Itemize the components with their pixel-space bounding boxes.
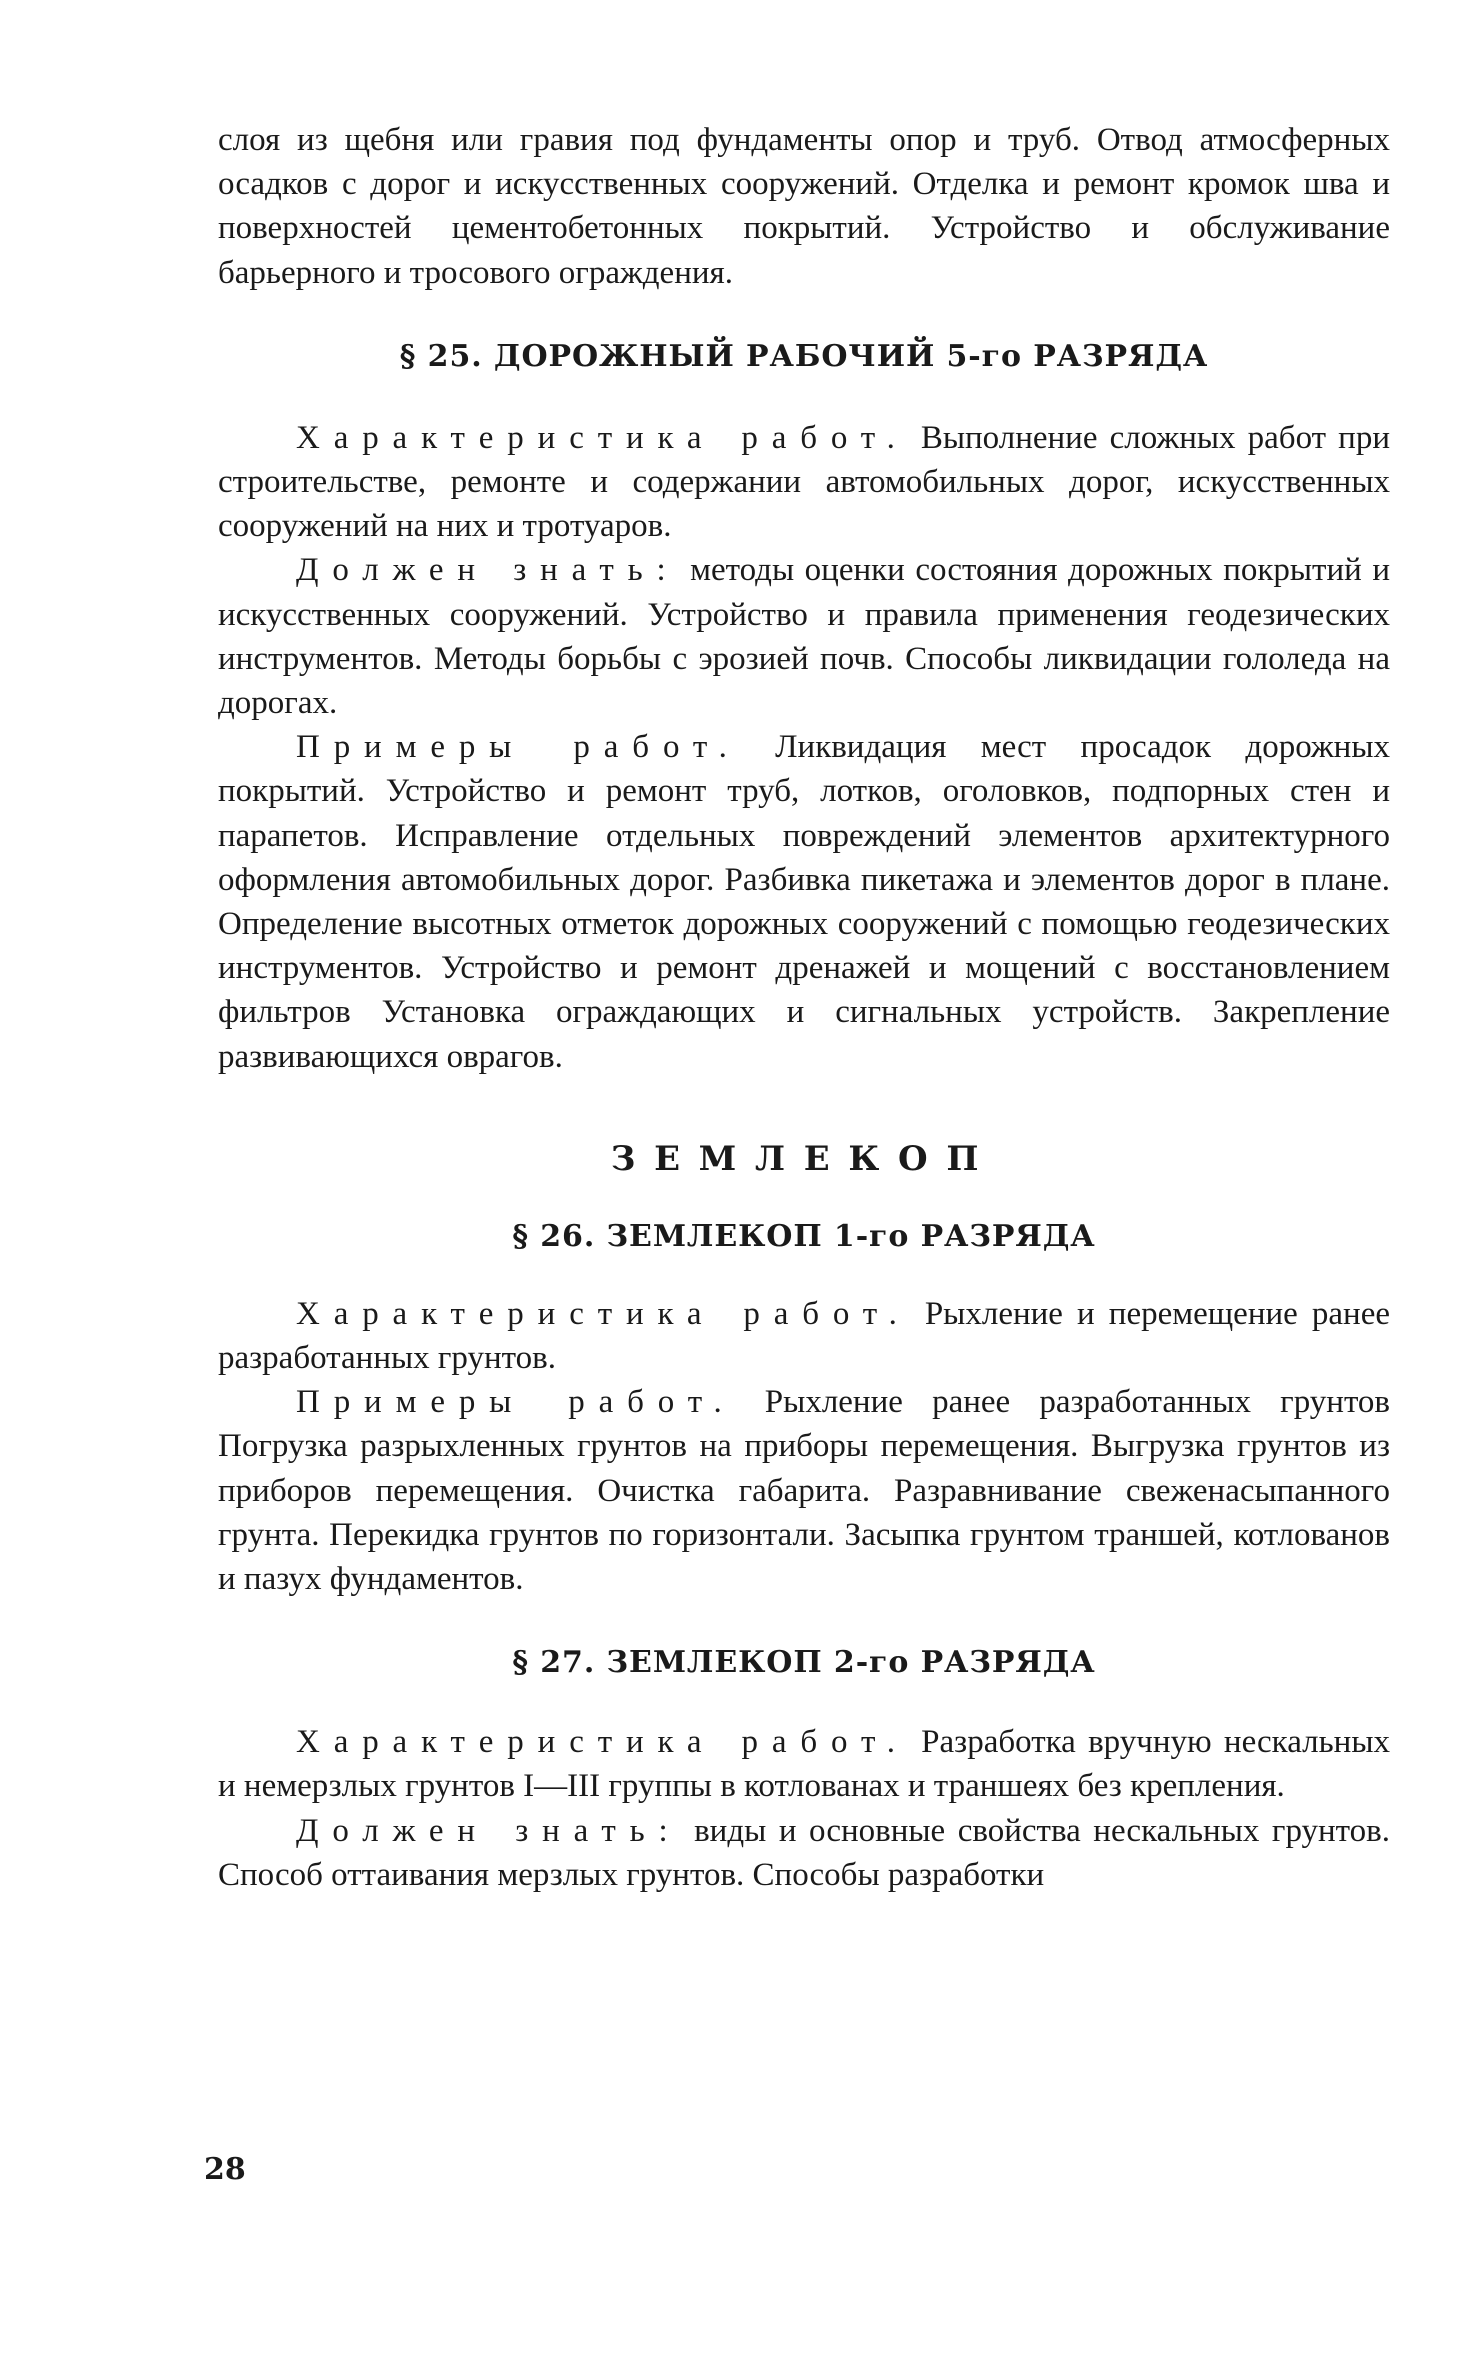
section-title-zemlekop: ЗЕМЛЕКОП bbox=[610, 1138, 998, 1179]
sec25-know-text: методы оценки состояния дорожных покрытий и искусственных сооружений. Устройство и правила применения геодезических инструментов. Методы борьбы с эрозией почв. Способы ликвидации гололеда на дорогах. bbox=[218, 552, 1390, 722]
sec27-know-label: Должен знать: bbox=[296, 1812, 682, 1849]
sec25-ex-label: Примеры работ. bbox=[296, 729, 741, 766]
sec25-char-text: Выполнение сложных работ при строительстве, ремонте и содержании автомобильных дорог, искусственных сооружений на них и тротуаров. bbox=[218, 419, 1390, 545]
sec26-characteristics bbox=[218, 1292, 1390, 1380]
sec26-examples bbox=[218, 1380, 1390, 1601]
section-27-heading: § 27. ЗЕМЛЕКОП 2-го РАЗРЯДА bbox=[512, 1645, 1096, 1681]
intro-paragraph: слоя из щебня или гравия под фундаменты опор и труб. Отвод атмосферных осадков с дорог и искусственных сооружений. Отделка и ремонт кромок шва и поверхностей цементобетонных покрытий. Устройство и обслуживание барьерного и тросового ограждения. bbox=[218, 122, 1390, 291]
document-page bbox=[218, 118, 1390, 1897]
sec27-char-text: Разработка вручную нескальных и немерзлых грунтов I—III группы в котлованах и траншеях без крепления. bbox=[218, 1724, 1391, 1805]
page-number: 28 bbox=[204, 2152, 246, 2187]
sec25-ex-text: Ликвидация мест просадок дорожных покрытий. Устройство и ремонт труб, лотков, оголовков, подпорных стен и парапетов. Исправление отдельных повреждений элементов архитектурного оформления автомобильных дорог. Разбивка пикетажа и элементов дорог в плане. Определение высотных отметок дорожных сооружений с помощью геодезических инструментов. Устройство и ремонт дренажей и мощений с восстановлением фильтров Установка ограждающих и сигнальных устройств. Закрепление развивающихся оврагов. bbox=[218, 729, 1390, 1075]
sec25-examples bbox=[218, 725, 1390, 1079]
sec26-ex-label: Примеры работ. bbox=[296, 1384, 736, 1421]
sec27-characteristics bbox=[218, 1720, 1390, 1808]
section-26-heading: § 26. ЗЕМЛЕКОП 1-го РАЗРЯДА bbox=[512, 1218, 1096, 1254]
sec26-char-label: Характеристика работ. bbox=[296, 1295, 911, 1332]
sec27-must-know bbox=[218, 1809, 1390, 1897]
sec25-know-label: Должен знать: bbox=[296, 552, 680, 589]
sec26-char-text: Рыхление и перемещение ранее разработанных грунтов. bbox=[218, 1295, 1390, 1377]
sec25-characteristics bbox=[218, 416, 1390, 549]
sec25-must-know bbox=[218, 548, 1390, 725]
sec27-char-label: Характеристика работ. bbox=[296, 1724, 909, 1761]
section-25-heading: § 25. ДОРОЖНЫЙ РАБОЧИЙ 5-го РАЗРЯДА bbox=[399, 338, 1209, 374]
sec25-char-label: Характеристика работ. bbox=[296, 419, 909, 456]
sec27-know-text: виды и основные свойства нескальных грунтов. Способ оттаивания мерзлых грунтов. Способы разработки bbox=[218, 1812, 1390, 1893]
sec26-ex-text: Рыхление ранее разработанных грунтов Погрузка разрыхленных грунтов на приборы перемещения. Выгрузка грунтов из приборов перемещения. Очистка габарита. Разравнивание свеженасыпанного грунта. Перекидка грунтов по горизонтали. Засыпка грунтом траншей, котлованов и пазух фундаментов. bbox=[218, 1384, 1391, 1598]
